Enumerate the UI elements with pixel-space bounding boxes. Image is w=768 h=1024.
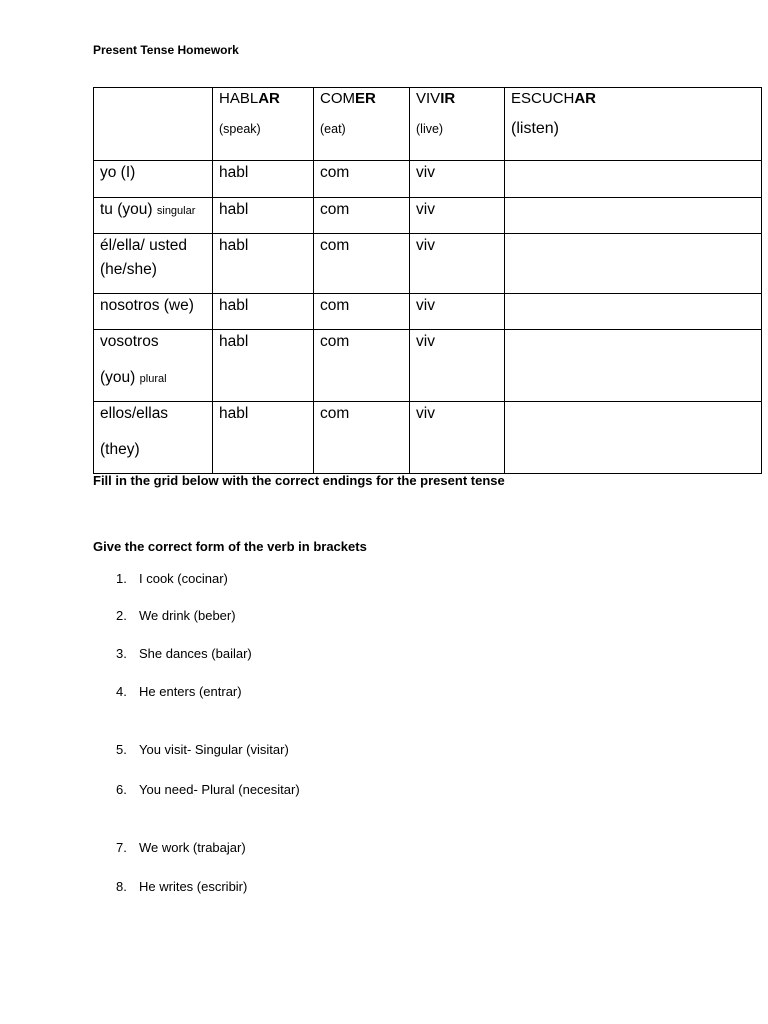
- question-text: He writes (escribir): [139, 879, 248, 894]
- grid-instruction: Fill in the grid below with the correct endings for the present tense: [93, 473, 505, 488]
- verb-name: [511, 88, 761, 110]
- pronoun-note: plural: [139, 373, 167, 385]
- verb-name: [219, 88, 313, 110]
- pronoun-cell: [94, 161, 213, 198]
- question-number: 4.: [116, 684, 127, 699]
- verb-translation: (listen): [511, 120, 560, 137]
- question-text: She dances (bailar): [139, 646, 252, 661]
- stem-cell: com: [314, 161, 410, 198]
- pronoun-translation: (they): [100, 441, 140, 458]
- question-number: 7.: [116, 840, 127, 855]
- verb-conjugation-table: [93, 87, 762, 474]
- header-cell-hablar: [213, 88, 314, 161]
- table-row: [94, 330, 762, 402]
- stem-cell: habl: [213, 234, 314, 294]
- pronoun-label: vosotros: [100, 333, 159, 350]
- pronoun-label: nosotros (we): [100, 297, 194, 314]
- pronoun-label: yo (I): [100, 164, 136, 181]
- header-cell-vivir: [410, 88, 505, 161]
- answer-cell[interactable]: [505, 402, 762, 474]
- question-text: We drink (beber): [139, 608, 236, 623]
- stem-cell: habl: [213, 402, 314, 474]
- stem-cell: viv: [410, 198, 505, 234]
- pronoun-cell: [94, 294, 213, 330]
- verb-translation: (speak): [219, 122, 261, 136]
- stem-cell: viv: [410, 234, 505, 294]
- stem-cell: viv: [410, 294, 505, 330]
- verb-name: [320, 88, 409, 110]
- verb-instruction: Give the correct form of the verb in brackets: [93, 539, 367, 554]
- answer-cell[interactable]: [505, 294, 762, 330]
- verb-ending: AR: [258, 90, 280, 107]
- question-number: 6.: [116, 782, 127, 797]
- question-text: You visit- Singular (visitar): [139, 742, 289, 757]
- header-cell-escuchar: [505, 88, 762, 161]
- stem-cell: viv: [410, 402, 505, 474]
- pronoun-translation: (you): [100, 369, 136, 386]
- question-text: You need- Plural (necesitar): [139, 782, 300, 797]
- pronoun-cell: [94, 330, 213, 402]
- table-header-row: [94, 88, 762, 161]
- question-text: He enters (entrar): [139, 684, 242, 699]
- question-number: 2.: [116, 608, 127, 623]
- verb-stem: ESCUCH: [511, 90, 575, 107]
- question-text: We work (trabajar): [139, 840, 246, 855]
- question-number: 8.: [116, 879, 127, 894]
- verb-translation: (live): [416, 122, 444, 136]
- stem-cell: com: [314, 330, 410, 402]
- verb-ending: AR: [574, 90, 597, 107]
- pronoun-cell: [94, 234, 213, 294]
- stem-cell: com: [314, 402, 410, 474]
- stem-cell: com: [314, 294, 410, 330]
- table-row: [94, 402, 762, 474]
- question-number: 1.: [116, 571, 127, 586]
- pronoun-translation-line: [100, 366, 212, 391]
- verb-stem: VIV: [416, 90, 441, 107]
- pronoun-cell: [94, 402, 213, 474]
- table-row: [94, 161, 762, 198]
- answer-cell[interactable]: [505, 161, 762, 198]
- stem-cell: habl: [213, 161, 314, 198]
- stem-cell: com: [314, 198, 410, 234]
- verb-translation: (eat): [320, 122, 346, 136]
- header-blank-cell: [94, 88, 213, 161]
- pronoun-label: ellos/ellas: [100, 405, 169, 422]
- question-number: 3.: [116, 646, 127, 661]
- verb-stem: COM: [320, 90, 355, 107]
- header-cell-comer: [314, 88, 410, 161]
- stem-cell: viv: [410, 330, 505, 402]
- stem-cell: habl: [213, 330, 314, 402]
- answer-cell[interactable]: [505, 198, 762, 234]
- pronoun-cell: [94, 198, 213, 234]
- pronoun-label: él/ella/ usted: [100, 237, 188, 254]
- verb-name: [416, 88, 504, 110]
- pronoun-label: tu (you): [100, 201, 153, 218]
- table-row: [94, 234, 762, 294]
- pronoun-note: singular: [156, 205, 196, 217]
- stem-cell: habl: [213, 198, 314, 234]
- stem-cell: viv: [410, 161, 505, 198]
- stem-cell: com: [314, 234, 410, 294]
- verb-ending: ER: [355, 90, 376, 107]
- verb-stem: HABL: [219, 90, 259, 107]
- answer-cell[interactable]: [505, 234, 762, 294]
- question-number: 5.: [116, 742, 127, 757]
- pronoun-translation: (he/she): [100, 261, 157, 278]
- verb-ending: IR: [440, 90, 456, 107]
- stem-cell: habl: [213, 294, 314, 330]
- answer-cell[interactable]: [505, 330, 762, 402]
- question-text: I cook (cocinar): [139, 571, 228, 586]
- document-title: Present Tense Homework: [93, 43, 239, 57]
- table-row: [94, 294, 762, 330]
- table-row: [94, 198, 762, 234]
